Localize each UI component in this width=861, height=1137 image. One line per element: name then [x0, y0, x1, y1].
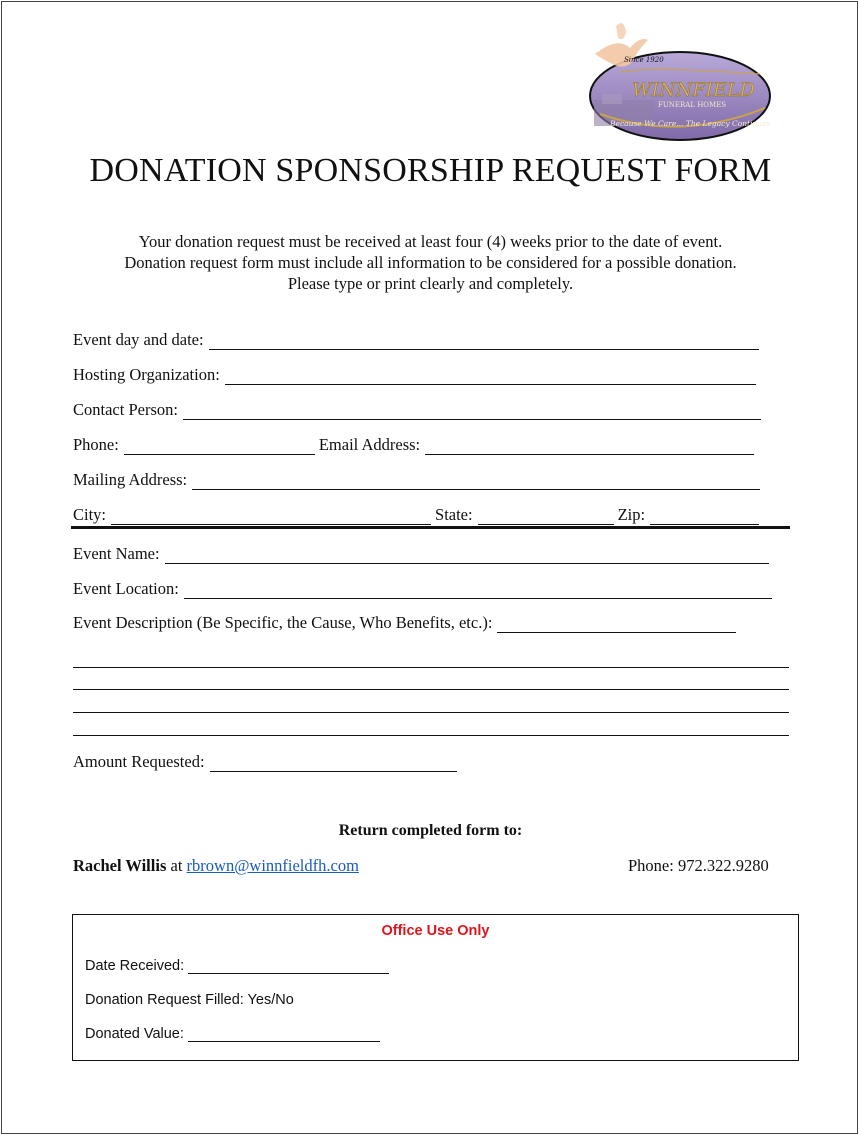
logo-brand-text: WINNFIELD	[632, 79, 755, 101]
email-label: Email Address:	[318, 435, 421, 454]
amount-requested-label: Amount Requested:	[73, 752, 205, 771]
event-description-line-2[interactable]	[73, 689, 789, 690]
phone-email-row	[73, 435, 754, 455]
logo-since-text: Since 1920	[624, 56, 664, 64]
intro-line-2: Donation request form must include all information to be considered for a possible donation.	[124, 253, 737, 272]
phone-field[interactable]	[124, 440, 315, 455]
return-title: Return completed form to:	[338, 822, 523, 839]
contact-person-row	[73, 400, 761, 420]
zip-field[interactable]	[650, 510, 759, 525]
event-description-line-4[interactable]	[73, 735, 789, 736]
event-description-line-3[interactable]	[73, 712, 789, 713]
event-location-label: Event Location:	[73, 579, 179, 598]
donated-value-field[interactable]	[188, 1029, 380, 1042]
email-field[interactable]	[425, 440, 754, 455]
logo-tagline-text: Because We Care... The Legacy Continues	[610, 119, 771, 128]
state-label: State:	[435, 505, 473, 524]
contact-person-label: Contact Person:	[73, 400, 178, 419]
city-field[interactable]	[111, 510, 431, 525]
mailing-address-row	[73, 470, 760, 490]
contact-email-link[interactable]: rbrown@winnfieldfh.com	[186, 856, 359, 875]
section-divider	[71, 526, 790, 529]
amount-requested-row	[73, 752, 457, 772]
hosting-org-field[interactable]	[225, 370, 756, 385]
phone-label: Phone:	[73, 435, 119, 454]
contact-name: Rachel Willis	[73, 856, 167, 875]
hosting-org-row	[73, 365, 756, 385]
form-title: DONATION SPONSORSHIP REQUEST FORM	[89, 152, 772, 189]
city-label: City:	[73, 505, 107, 524]
donated-value-label: Donated Value:	[85, 1026, 184, 1042]
intro-line-3: Please type or print clearly and completely.	[287, 274, 574, 293]
mailing-address-label: Mailing Address:	[73, 470, 188, 489]
contact-phone: Phone: 972.322.9280	[628, 856, 769, 875]
logo-subtitle-text: FUNERAL HOMES	[658, 101, 727, 109]
return-contact	[73, 856, 359, 876]
request-filled-label: Donation Request Filled: Yes/No	[85, 992, 294, 1008]
event-description-label: Event Description (Be Specific, the Cause, Who Benefits, etc.):	[73, 613, 493, 632]
state-field[interactable]	[478, 510, 614, 525]
office-use-title: Office Use Only	[381, 923, 490, 939]
contact-at: at	[170, 856, 183, 875]
event-day-label: Event day and date:	[73, 330, 204, 349]
winnfield-logo	[580, 14, 775, 149]
city-state-zip-row	[73, 505, 759, 525]
hosting-org-label: Hosting Organization:	[73, 365, 220, 384]
contact-person-field[interactable]	[183, 405, 761, 420]
event-description-field[interactable]	[497, 618, 736, 633]
event-day-row	[73, 330, 759, 350]
request-filled-row	[85, 992, 294, 1008]
event-location-row	[73, 579, 772, 599]
date-received-label: Date Received:	[85, 958, 185, 974]
event-name-row	[73, 544, 769, 564]
mailing-address-field[interactable]	[192, 475, 760, 490]
intro-text	[0, 231, 861, 294]
event-description-line-1[interactable]	[73, 667, 789, 668]
event-name-label: Event Name:	[73, 544, 160, 563]
intro-line-1: Your donation request must be received at least four (4) weeks prior to the date of event.	[138, 232, 723, 251]
event-day-field[interactable]	[209, 335, 759, 350]
zip-label: Zip:	[617, 505, 646, 524]
event-location-field[interactable]	[184, 584, 772, 599]
event-name-field[interactable]	[165, 549, 769, 564]
logo-graphic	[580, 14, 775, 149]
amount-requested-field[interactable]	[210, 757, 457, 772]
donated-value-row	[85, 1026, 380, 1042]
office-use-box	[72, 914, 799, 1061]
date-received-row	[85, 958, 389, 974]
event-description-row	[73, 613, 736, 633]
date-received-field[interactable]	[188, 961, 389, 974]
